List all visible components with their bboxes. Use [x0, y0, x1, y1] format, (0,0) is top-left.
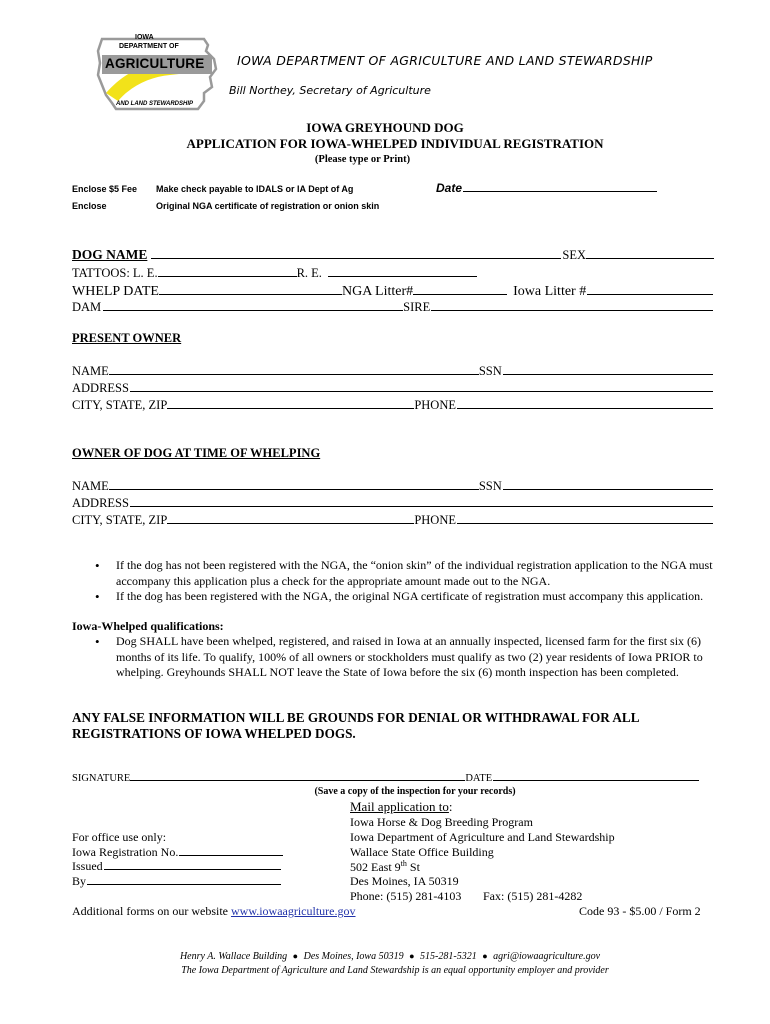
dam-field[interactable]	[103, 299, 403, 311]
bullet-separator-icon: ●	[292, 951, 299, 961]
whelping-owner-address-label: ADDRESS	[72, 495, 129, 510]
present-owner-heading: PRESENT OWNER	[72, 331, 182, 345]
qualifications-heading: Iowa-Whelped qualifications:	[72, 619, 224, 633]
mail-program: Iowa Horse & Dog Breeding Program	[350, 815, 533, 829]
logo-bottom-text: AND LAND STEWARDSHIP	[116, 101, 194, 107]
registration-notes-list	[72, 558, 722, 605]
tattoos-row	[72, 265, 478, 281]
cert-label: Enclose	[72, 201, 107, 211]
header-date-row	[436, 181, 658, 195]
present-owner-name-field[interactable]	[109, 363, 479, 375]
equal-opportunity-statement: The Iowa Department of Agriculture and Land Stewardship is an equal opportunity employer and provider	[181, 965, 609, 976]
form-subtitle: APPLICATION FOR IOWA-WHELPED INDIVIDUAL REGISTRATION	[186, 136, 604, 151]
office-by-field[interactable]	[87, 874, 281, 885]
signature-date-field[interactable]	[493, 771, 699, 781]
dog-name-field[interactable]	[151, 247, 561, 259]
false-information-warning: ANY FALSE INFORMATION WILL BE GROUNDS FOR DENIAL OR WITHDRAWAL FOR ALL REGISTRATIONS OF IOWA WHELPED DOGS.	[72, 710, 639, 741]
present-owner-city-label: CITY, STATE, ZIP	[72, 397, 168, 412]
whelping-owner-ssn-label: SSN	[478, 478, 502, 493]
mail-street	[350, 859, 420, 875]
mail-fax: Fax: (515) 281-4282	[483, 889, 583, 903]
office-issued-row	[72, 859, 282, 874]
tattoos-re-label: R. E.	[296, 265, 322, 280]
office-issued-field[interactable]	[104, 859, 281, 870]
dog-name-row	[72, 247, 714, 263]
present-owner-address-field[interactable]	[130, 380, 713, 392]
sex-label: SEX	[562, 248, 586, 263]
whelping-owner-ssn-field[interactable]	[503, 478, 713, 490]
tattoos-re-field[interactable]	[328, 265, 477, 277]
mail-street-suffix: th	[400, 859, 407, 868]
additional-forms-line	[72, 904, 356, 919]
footer-address-line	[0, 951, 770, 962]
whelp-row	[72, 282, 714, 300]
logo-top-text: IOWA	[135, 34, 154, 41]
signature-row	[72, 771, 700, 784]
mail-street-rest: St	[406, 860, 420, 874]
office-use-heading: For office use only:	[72, 830, 167, 844]
header-date-field[interactable]	[463, 181, 657, 192]
logo-main-text: AGRICULTURE	[105, 56, 205, 71]
footer-building: Henry A. Wallace Building	[179, 951, 288, 962]
present-owner-phone-label: PHONE	[414, 397, 456, 412]
bullet-separator-icon: ●	[482, 951, 488, 961]
whelp-date-field[interactable]	[159, 282, 342, 295]
footer-email: agri@iowaagriculture.gov	[493, 951, 601, 962]
mail-phone: Phone: (515) 281-4103	[350, 889, 462, 903]
whelping-owner-name-row	[72, 478, 714, 494]
present-owner-phone-field[interactable]	[457, 397, 713, 409]
sire-field[interactable]	[431, 299, 713, 311]
footer-city: Des Moines, Iowa 50319	[303, 951, 404, 962]
office-issued-label: Issued	[72, 859, 103, 874]
dam-label: DAM	[72, 299, 102, 314]
secretary-name: Bill Northey, Secretary of Agriculture	[229, 84, 431, 97]
fee-label: Enclose $5 Fee	[72, 184, 138, 194]
save-copy-note: (Save a copy of the inspection for your records)	[314, 786, 516, 797]
website-link[interactable]: www.iowaagriculture.gov	[230, 904, 356, 918]
whelping-owner-address-row	[72, 495, 714, 511]
signature-date-label: DATE	[465, 772, 493, 784]
mail-building: Wallace State Office Building	[350, 845, 494, 859]
whelping-owner-name-label: NAME	[72, 478, 109, 493]
present-owner-name-row	[72, 363, 714, 379]
bullet-separator-icon: ●	[409, 951, 415, 961]
whelping-owner-heading: OWNER OF DOG AT TIME OF WHELPING	[72, 446, 321, 460]
form-code: Code 93 - $5.00 / Form 2	[579, 904, 701, 918]
iowa-litter-label: Iowa Litter #	[513, 283, 587, 299]
fee-instructions: Make check payable to IDALS or IA Dept of Ag	[156, 184, 354, 194]
header-date-label: Date	[436, 181, 463, 196]
present-owner-city-row	[72, 397, 714, 413]
agency-logo	[92, 35, 222, 115]
whelping-owner-city-label: CITY, STATE, ZIP	[72, 512, 168, 527]
whelping-owner-name-field[interactable]	[109, 478, 479, 490]
dog-name-label: DOG NAME	[72, 247, 148, 263]
type-or-print-note: (Please type or Print)	[314, 154, 411, 165]
note-onion-skin: • If the dog has not been registered with the NGA, the “onion skin” of the individual registration application to the NGA must accompany this application plus a check for the appropriate amount made out to the NGA.	[72, 558, 722, 589]
additional-forms-text: Additional forms on our website	[72, 904, 231, 918]
present-owner-ssn-field[interactable]	[503, 363, 713, 375]
present-owner-address-label: ADDRESS	[72, 380, 129, 395]
mail-department: Iowa Department of Agriculture and Land Stewardship	[350, 830, 615, 844]
office-reg-row	[72, 845, 284, 860]
nga-litter-field[interactable]	[413, 282, 507, 295]
office-reg-label: Iowa Registration No.	[72, 845, 179, 860]
dam-sire-row	[72, 299, 714, 315]
sire-label: SIRE	[403, 299, 431, 314]
form-title: IOWA GREYHOUND DOG	[306, 120, 464, 135]
tattoos-le-field[interactable]	[158, 265, 297, 277]
cert-instructions: Original NGA certificate of registration or onion skin	[156, 201, 380, 211]
office-by-label: By	[72, 874, 87, 889]
whelping-owner-phone-label: PHONE	[414, 512, 456, 527]
office-reg-field[interactable]	[179, 845, 283, 856]
footer-phone: 515-281-5321	[420, 951, 477, 962]
mail-heading: Mail application to	[350, 799, 449, 814]
tattoos-le-label: TATTOOS: L. E.	[72, 265, 158, 280]
mail-street-number: 502 East 9	[350, 860, 401, 874]
iowa-litter-field[interactable]	[587, 282, 713, 295]
logo-dept-text: DEPARTMENT OF	[119, 43, 179, 50]
whelping-owner-address-field[interactable]	[130, 495, 713, 507]
present-owner-city-field[interactable]	[167, 397, 414, 409]
signature-field[interactable]	[130, 771, 465, 781]
signature-label: SIGNATURE	[72, 772, 131, 784]
mail-heading-colon: :	[448, 799, 453, 814]
agency-name: IOWA DEPARTMENT OF AGRICULTURE AND LAND STEWARDSHIP	[237, 53, 653, 68]
nga-litter-label: NGA Litter#	[341, 283, 414, 299]
present-owner-name-label: NAME	[72, 363, 109, 378]
whelp-date-label: WHELP DATE	[72, 283, 159, 299]
whelping-owner-phone-field[interactable]	[457, 512, 713, 524]
whelping-owner-city-field[interactable]	[167, 512, 414, 524]
mail-heading-line	[350, 799, 453, 815]
mail-city: Des Moines, IA 50319	[350, 874, 459, 888]
present-owner-ssn-label: SSN	[478, 363, 502, 378]
sex-field[interactable]	[586, 247, 714, 259]
note-nga-certificate: • If the dog has been registered with the NGA, the original NGA certificate of registration must accompany this application.	[72, 589, 711, 605]
present-owner-address-row	[72, 380, 714, 396]
qualifications-list	[72, 634, 722, 681]
whelping-owner-city-row	[72, 512, 714, 528]
note-qualifications: • Dog SHALL have been whelped, registered, and raised in Iowa at an annually inspected, licensed farm for the first six (6) months of its life. To qualify, 100% of all owners or stockholders must qualify as two (2) year residents of Iowa PRIOR to whelping. Greyhounds SHALL NOT leave the State of Iowa before the six (6) month inspection has been completed.	[72, 634, 722, 681]
office-by-row	[72, 874, 282, 889]
